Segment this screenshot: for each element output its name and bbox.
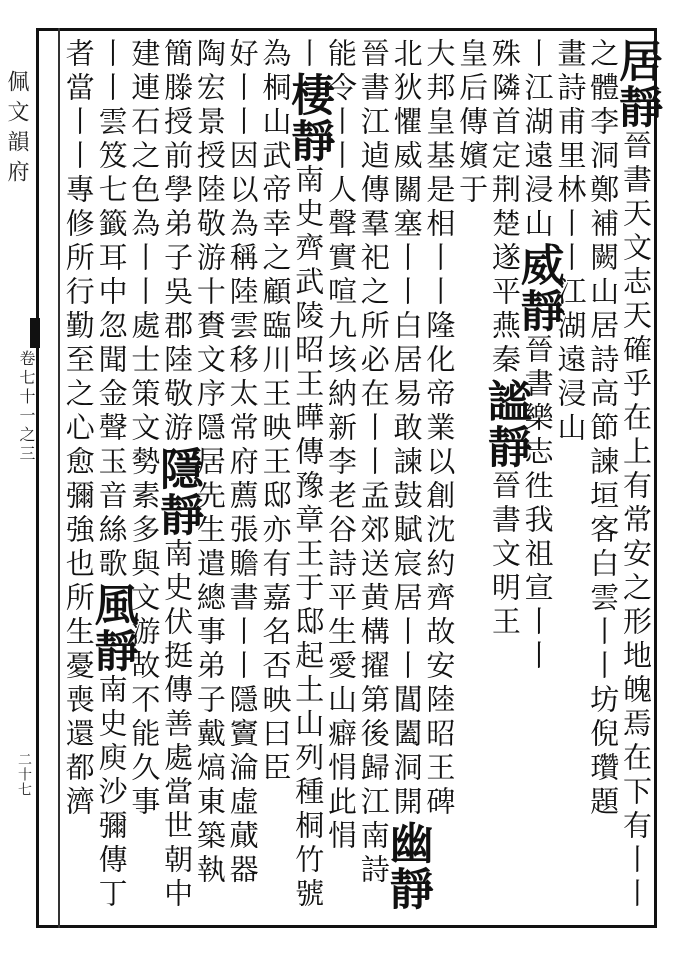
entry-headword: 謐靜 [479, 378, 531, 470]
entry-text: 南史伏挺傳善處當世朝中 [160, 538, 195, 912]
text-column [128, 38, 161, 918]
text-column [611, 38, 662, 918]
text-column [62, 38, 95, 918]
entry-text: 晉書樂志徃我祖宣丨丨 [520, 334, 555, 674]
entry-headword: 幽靜 [381, 820, 433, 912]
entry-text: 所生憂喪還都濟 [61, 582, 96, 820]
entry-text: 丨江湖遠浸山 [520, 38, 555, 242]
entry-headword: 棲靜 [283, 72, 335, 164]
entry-text: 殊隣首定荆楚遂平燕秦 [487, 38, 522, 378]
entry-headword: 風靜 [86, 582, 138, 674]
text-column [423, 38, 456, 918]
top-border [36, 28, 656, 31]
text-column [512, 38, 564, 918]
entry-text: 畫詩甫里林丨丨 [553, 38, 588, 276]
entry-text: 大邦皇基是相丨丨隆化帝業以創沈約齊故安陸昭王碑 [422, 38, 457, 820]
text-column [324, 38, 357, 918]
entry-text: 皇后傳嬪于 [455, 38, 490, 208]
entry-text: 江湖遠浸山 [553, 276, 588, 446]
text-column [152, 38, 204, 918]
fishtail-mark [30, 318, 40, 348]
entry-text: 晉書文明王 [487, 470, 522, 640]
entry-text: 倪瓚題 [586, 718, 621, 820]
text-column [479, 38, 531, 918]
entry-text: 丨丨雲笈七籤耳中忽聞金聲玉音絲歌 [94, 38, 129, 582]
entry-text: 者當丨丨專修所行勤至之心愈彌強也 [61, 38, 96, 582]
inner-border [58, 28, 60, 928]
main-text-block [61, 38, 662, 918]
entry-text: 丨 [291, 38, 326, 72]
text-column [586, 38, 619, 918]
section-label: 卷七十一之三 [17, 350, 36, 464]
entry-text: 北狄懼威關塞丨丨白居易敢諫鼓賦宸居丨丨閶闔洞開 [389, 38, 424, 820]
text-column [86, 38, 138, 918]
entry-headword: 居靜 [611, 38, 662, 130]
entry-text: 建連石之色為丨丨處士策文 [127, 38, 162, 446]
text-column [259, 38, 292, 918]
right-border [654, 28, 657, 928]
entry-text: 晉書江逌傳羣祀之所必在丨丨孟郊送黄構擢第後歸江南詩 [356, 38, 391, 888]
entry-text: 晉書天文志天確乎在上有常安之形地魄焉在下有丨丨 [619, 130, 653, 912]
entry-text: 為桐山武帝幸之顧臨川王映王邸亦有嘉名否映曰臣 [258, 38, 293, 786]
book-title: 佩文韻府 [4, 70, 29, 190]
entry-text: 南史庾沙彌傳丁 [94, 674, 129, 912]
entry-text: 勢素多與文游故不能久事 [127, 446, 162, 820]
text-column [554, 38, 587, 918]
entry-text: 好丨丨因以為稱陸雲移太常府薦張贍書丨丨隱竇淪虛蕆器 [225, 38, 260, 888]
text-column [455, 38, 488, 918]
entry-text: 之體李洞鄭補闕山居詩高節諫垣客白雲丨丨坊 [586, 38, 621, 718]
page-margin-strip [0, 30, 36, 925]
text-column [283, 38, 335, 918]
entry-headword: 威靜 [512, 242, 564, 334]
text-column [357, 38, 390, 918]
entry-text: 陶宏景授陸敬游十賚文序隱居先生遣總事弟子戴熇東築執 [192, 38, 227, 888]
entry-text: 簡滕授前學弟子吳郡陸敬游 [160, 38, 195, 446]
text-column [381, 38, 433, 918]
entry-text: 南史齊武陵昭王曄傳豫章王于邸起土山列種桐竹號 [291, 164, 326, 912]
entry-text: 能令丨丨人聲實喧九垓納新李老谷詩平生愛山癖悁此悁 [324, 38, 358, 854]
text-column [226, 38, 259, 918]
entry-headword: 隱靜 [152, 446, 204, 538]
left-border [36, 28, 39, 928]
bottom-border [36, 925, 656, 928]
page-number: 二十七 [16, 752, 32, 797]
